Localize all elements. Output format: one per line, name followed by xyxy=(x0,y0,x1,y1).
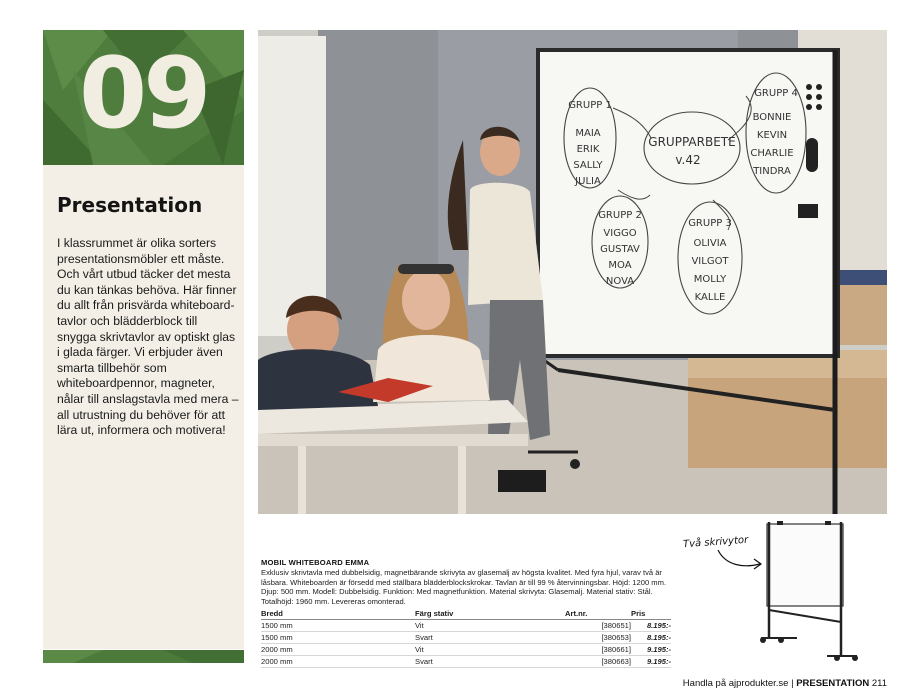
page-footer xyxy=(683,678,887,689)
group2-name-1: VIGGO xyxy=(603,228,637,239)
page-number: 211 xyxy=(871,678,887,689)
group1-name-2: ERIK xyxy=(576,144,600,155)
row-width: 1500 mm xyxy=(261,632,415,644)
group4-name-3: CHARLIE xyxy=(750,148,794,159)
row-width: 1500 mm xyxy=(261,620,415,632)
row-color: Vit xyxy=(415,644,565,656)
group3-name-2: VILGOT xyxy=(691,256,729,267)
row-color: Vit xyxy=(415,620,565,632)
row-art: [380661] xyxy=(565,644,631,656)
product-description: Exklusiv skrivtavla med dubbelsidig, magnetbärande skrivyta av glasemalj av högsta kvalitet. Med fyra hjul, varav två är låsbara. Whiteboarden är försedd med ställbara blädderblockskrokar. Tavlan är till 99 % återvinningsbar. Höjd: 1200 mm. Djup: 500 mm. Modell: Dubbelsidig. Funktion: Med magnetfunktion. Material skrivyta: Glasemalj. Material stativ: Stål. Totalhöjd: 1960 mm. Levereras omonterad. xyxy=(261,568,667,606)
table-header-row xyxy=(261,609,671,620)
row-price: 8.195:- xyxy=(631,620,671,632)
row-art: [380651] xyxy=(565,620,631,632)
center-week: v.42 xyxy=(675,153,701,167)
group2-title: GRUPP 2 xyxy=(598,210,642,221)
chapter-banner xyxy=(43,30,244,165)
row-price: 8.195:- xyxy=(631,632,671,644)
group3-title: GRUPP 3 xyxy=(688,218,732,229)
whiteboard-product-image xyxy=(757,518,867,666)
group4-name-1: BONNIE xyxy=(752,112,792,123)
group3-name-4: KALLE xyxy=(694,292,726,303)
row-width: 2000 mm xyxy=(261,644,415,656)
bottom-accent-bar xyxy=(43,650,244,663)
table-row xyxy=(261,620,671,632)
table-row xyxy=(261,644,671,656)
footer-section: PRESENTATION xyxy=(796,678,870,689)
section-intro-text: I klassrummet är olika sorters presentationsmöbler ett måste. Och vårt utbud täcker det mesta du kan tänkas behöva. Här finner du allt från prisvärda whiteboardtavlor och blädderblock till snygga skrivtavlor av optiskt glas i glada färger. Vi erbjuder även smarta tillbehör som whiteboardpennor, magneter, nålar till anslagstavla med mera – all utrustning du behöver för att lära ut, informera och motivera! xyxy=(57,236,239,438)
product-info xyxy=(261,558,671,668)
group1-name-3: SALLY xyxy=(573,160,603,171)
center-title: GRUPPARBETE xyxy=(648,135,736,149)
footer-separator: | xyxy=(791,678,794,689)
row-price: 9.195:- xyxy=(631,656,671,668)
chapter-number: 09 xyxy=(79,37,208,151)
spec-table xyxy=(261,609,671,668)
group2-name-2: GUSTAV xyxy=(600,244,640,255)
section-title: Presentation xyxy=(57,193,203,217)
header-price: Pris xyxy=(631,609,671,620)
classroom-photo xyxy=(258,30,887,514)
table-row xyxy=(261,656,671,668)
group1-name-1: MAIA xyxy=(575,128,601,139)
group3-name-1: OLIVIA xyxy=(693,238,727,249)
header-color: Färg stativ xyxy=(415,609,565,620)
group1-name-4: JULIA xyxy=(575,176,601,187)
header-width: Bredd xyxy=(261,609,415,620)
row-art: [380663] xyxy=(565,656,631,668)
group4-name-4: TINDRA xyxy=(753,166,791,177)
row-art: [380653] xyxy=(565,632,631,644)
product-title: MOBIL WHITEBOARD EMMA xyxy=(261,558,370,567)
row-width: 2000 mm xyxy=(261,656,415,668)
callout-label: Två skrivytor xyxy=(682,534,749,551)
group4-title: GRUPP 4 xyxy=(754,88,798,99)
row-color: Svart xyxy=(415,656,565,668)
row-price: 9.195:- xyxy=(631,644,671,656)
group3-name-3: MOLLY xyxy=(693,274,727,285)
table-row xyxy=(261,632,671,644)
group2-name-3: MOA xyxy=(608,260,632,271)
group4-name-2: KEVIN xyxy=(756,130,788,141)
footer-site-link[interactable]: Handla på ajprodukter.se xyxy=(682,678,789,689)
header-art: Art.nr. xyxy=(565,609,631,620)
group2-name-4: NOVA xyxy=(605,276,635,287)
group1-title: GRUPP 1 xyxy=(568,100,612,111)
row-color: Svart xyxy=(415,632,565,644)
